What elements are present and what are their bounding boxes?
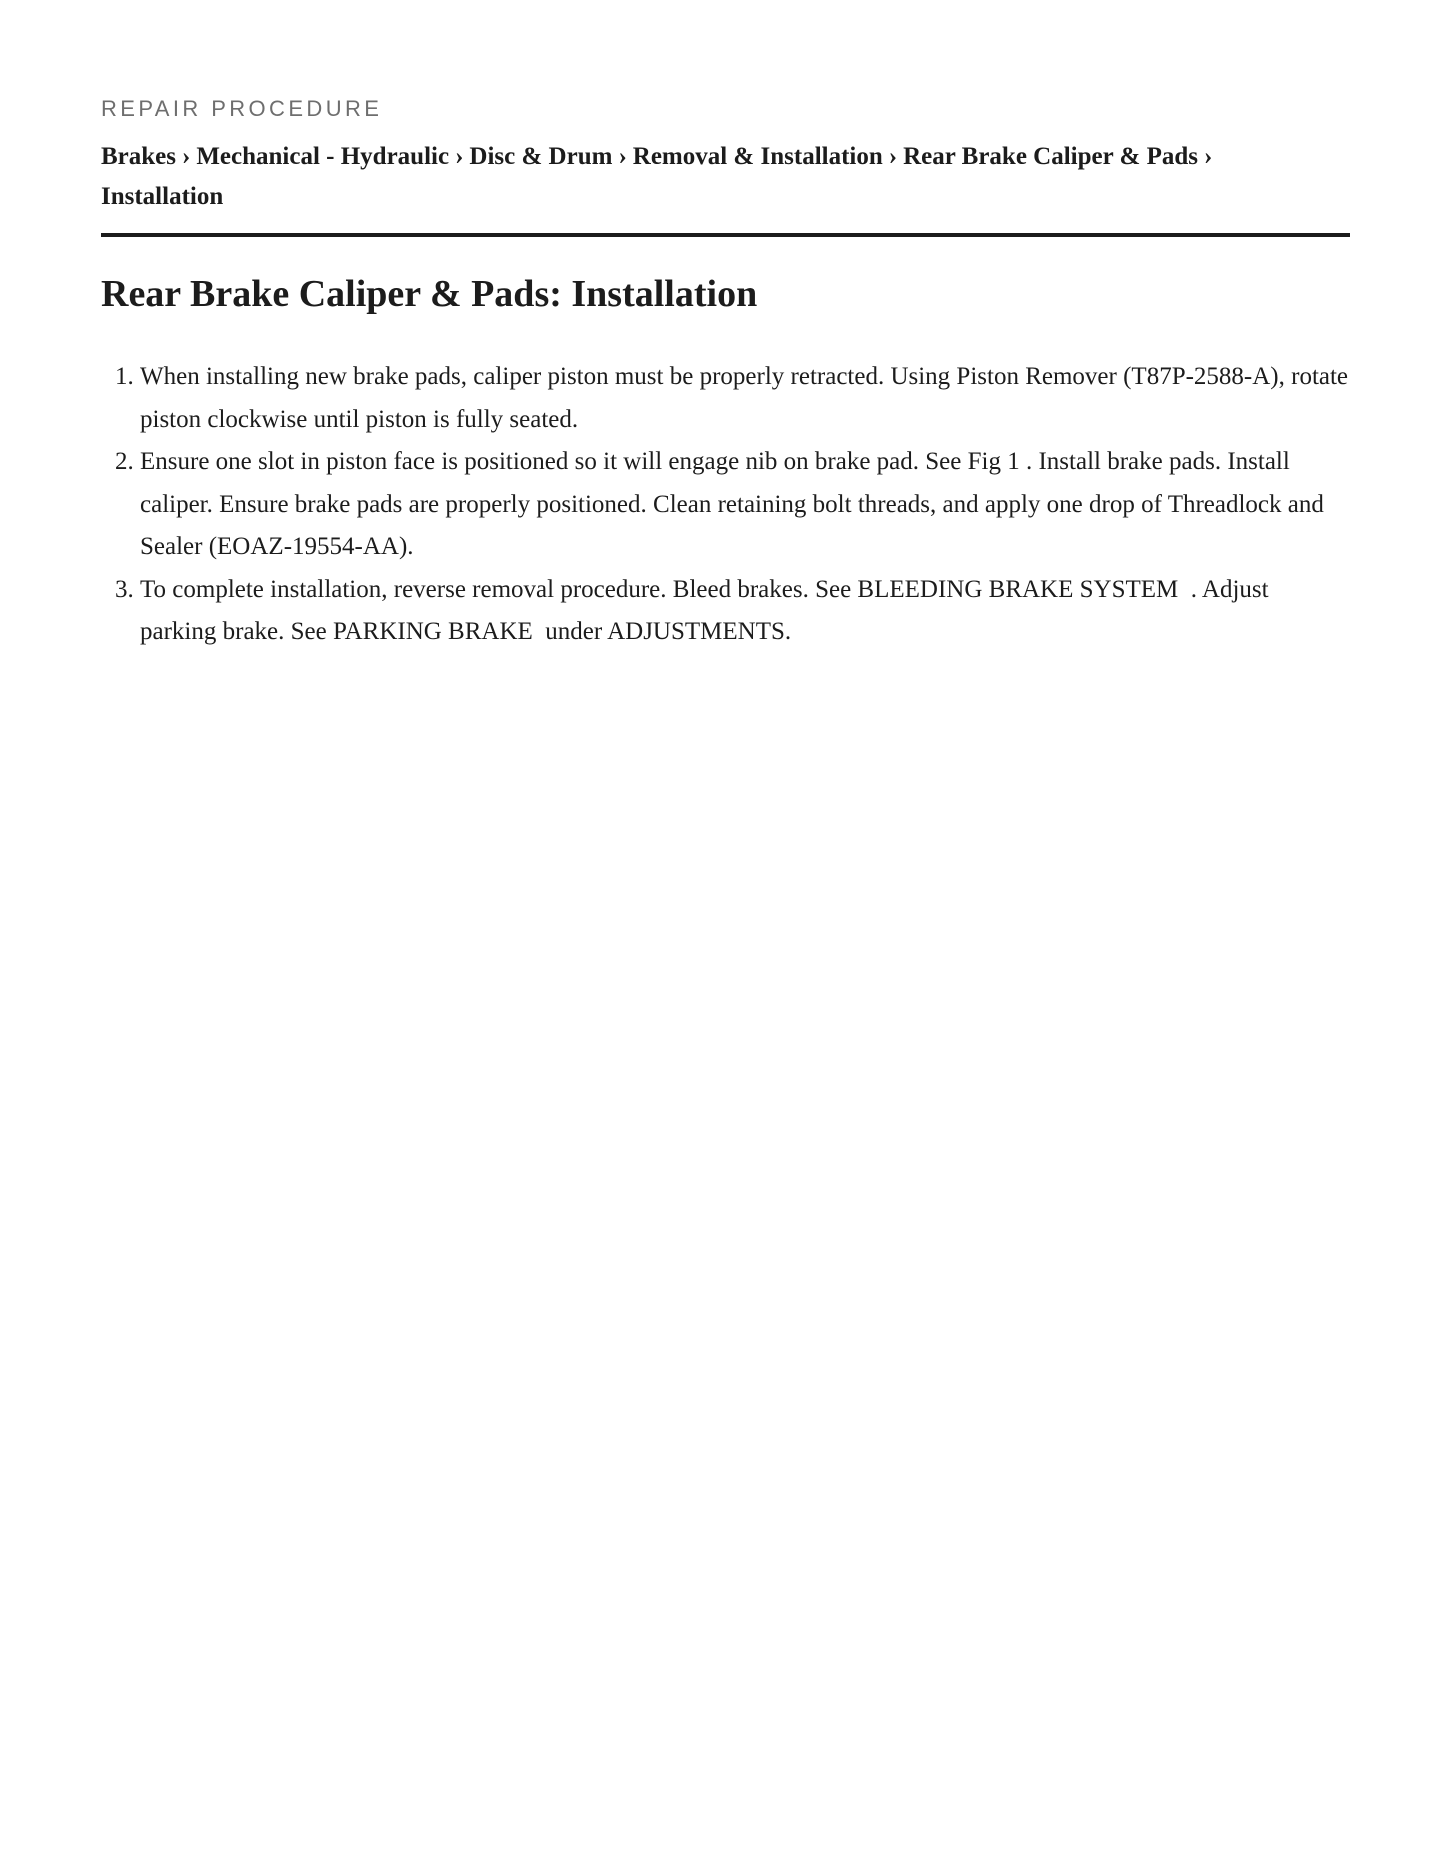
- step-2-text-end: . Install brake pads. Install caliper. Ensure brake pads are properly positioned. Clean retaining bolt threads, and apply one drop of Threadlock and Sealer (EOAZ-19554-AA).: [140, 448, 1324, 560]
- document-page: [101, 95, 1350, 654]
- step-3-text-end: under ADJUSTMENTS.: [532, 618, 792, 645]
- procedure-step-1: [140, 356, 1350, 441]
- breadcrumb-item-mechanical-hydraulic[interactable]: Mechanical - Hydraulic: [196, 143, 450, 170]
- breadcrumb-item-disc-drum[interactable]: Disc & Drum: [469, 143, 613, 170]
- bleeding-brake-system-link[interactable]: BLEEDING BRAKE SYSTEM: [857, 575, 1179, 603]
- page-title: Rear Brake Caliper & Pads: Installation: [101, 273, 758, 315]
- breadcrumb-separator: ›: [182, 143, 191, 170]
- procedure-steps: [101, 356, 1350, 654]
- section-eyebrow: REPAIR PROCEDURE: [101, 96, 383, 121]
- breadcrumb-separator: ›: [618, 143, 627, 170]
- step-1-text: When installing new brake pads, caliper piston must be properly retracted. Using Piston Remover (T87P-2588-A), rotate piston clockwise until piston is fully seated.: [140, 363, 1349, 433]
- breadcrumb: [101, 137, 1350, 237]
- parking-brake-link[interactable]: PARKING BRAKE: [332, 618, 533, 645]
- breadcrumb-item-installation: Installation: [101, 183, 224, 210]
- breadcrumb-item-rear-brake-caliper-pads[interactable]: Rear Brake Caliper & Pads: [903, 143, 1198, 170]
- breadcrumb-separator: ›: [888, 143, 898, 170]
- step-3-text-start: To complete installation, reverse removal procedure. Bleed brakes. See: [140, 575, 858, 603]
- breadcrumb-separator: ›: [455, 143, 464, 170]
- procedure-step-2: [140, 441, 1350, 569]
- step-2-text-start: Ensure one slot in piston face is positioned so it will engage nib on brake pad. See: [140, 448, 968, 475]
- procedure-step-3: [140, 569, 1350, 654]
- breadcrumb-item-removal-installation[interactable]: Removal & Installation: [632, 143, 883, 170]
- breadcrumb-item-brakes[interactable]: Brakes: [101, 143, 176, 170]
- step-3-text-middle: . Adjust parking brake. See: [140, 575, 1275, 645]
- figure-1-link[interactable]: Fig 1: [967, 448, 1020, 475]
- breadcrumb-separator: ›: [1203, 143, 1213, 170]
